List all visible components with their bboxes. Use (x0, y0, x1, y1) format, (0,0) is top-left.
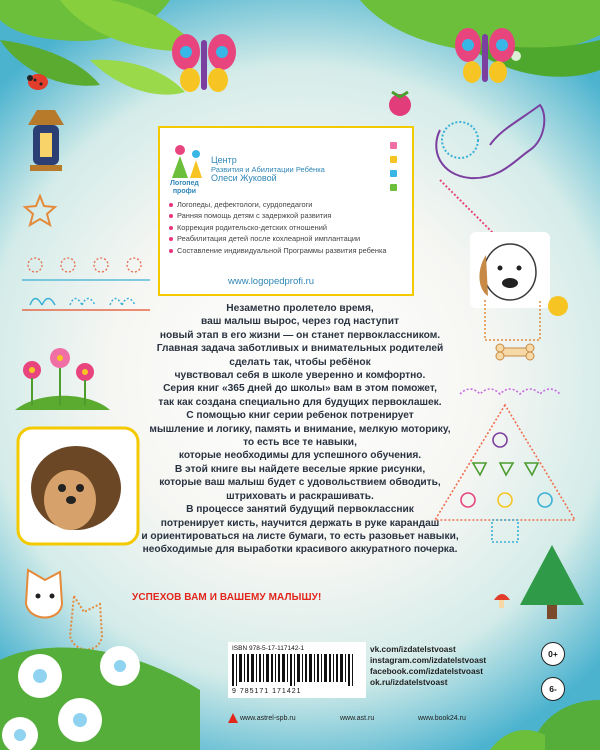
social-link-ok[interactable]: ok.ru/izdatelstvoast (370, 677, 448, 687)
intro-line: В этой книге вы найдете веселые яркие рисунки, (174, 463, 426, 475)
slogan: УСПЕХОВ ВАМ И ВАШЕМУ МАЛЫШУ! (132, 592, 322, 603)
intro-line: которые необходимы для успешного обучения. (178, 450, 422, 462)
intro-line: штриховать и раскрашивать. (226, 490, 374, 502)
logopedprofi-logo-icon (166, 140, 210, 180)
mushroom-illustration (494, 594, 510, 608)
heart-badge-icon (390, 156, 397, 163)
barcode-graphic (232, 654, 360, 686)
intro-line: ваш малыш вырос, через год наступит (201, 316, 399, 328)
heart-badge-icon (390, 184, 397, 191)
white-flowers-illustration (0, 646, 200, 750)
service-item: Составление индивидуальной Программы развития ребенка (168, 245, 413, 256)
footer-link-astrel[interactable]: www.astrel-spb.ru (240, 715, 296, 722)
center-info-card (158, 126, 414, 296)
social-links (370, 644, 486, 688)
service-item: Ранняя помощь детям с задержкой развития (168, 210, 413, 221)
footer-link-ast[interactable]: www.ast.ru (340, 715, 375, 722)
services-list (168, 199, 413, 256)
ladybug-illustration (27, 74, 48, 90)
top-right-leaves-illustration (360, 0, 600, 77)
logo-text: Логопед профи (170, 180, 199, 195)
intro-line: Незаметно пролетело время, (226, 303, 374, 314)
intro-line: потренирует кисть, научится держать в руке карандаш (160, 517, 440, 529)
intro-line: В процессе занятий будущий первоклассник (186, 504, 414, 516)
social-link-vk[interactable]: vk.com/izdatelstvoast (370, 644, 456, 654)
butterfly-illustration-right (455, 28, 515, 83)
footer-link-book24[interactable]: www.book24.ru (418, 715, 466, 722)
pink-flowers-illustration (15, 348, 110, 410)
heart-badge-icon (390, 142, 397, 149)
intro-line: так как создана специально для будущих первоклашек. (158, 396, 442, 408)
intro-line: которые ваш малыш будет с удовольствием обводить, (159, 477, 441, 489)
lantern-illustration (28, 110, 64, 171)
website-link[interactable]: www.logopedprofi.ru (228, 276, 315, 287)
barcode-number: 9 785171 171421 (232, 688, 302, 695)
service-item: Реабилитация детей после кохлеарной имплантации (168, 233, 413, 244)
social-link-instagram[interactable]: instagram.com/izdatelstvoast (370, 655, 487, 665)
kitten-tracing-illustration (26, 570, 102, 650)
age-rating-badge: 0+ (541, 642, 565, 666)
intro-line: новый этап в его жизни — он станет первоклассником. (159, 329, 441, 341)
bird-tracing-illustration (436, 105, 544, 240)
green-tree-illustration (520, 545, 584, 619)
isbn-label: ISBN 978-5-17-117142-1 (232, 645, 305, 652)
center-title: Центр Развития и Абилитации Ребёнка Олеси Жуковой (211, 155, 325, 183)
tracing-flowers-illustration (22, 258, 150, 280)
service-item: Коррекция родительско-детских отношений (168, 222, 413, 233)
age-limit-badge: 6- (541, 677, 565, 701)
intro-line: и ориентироваться на листе бумаги, то есть разовьет навыки, (141, 530, 459, 542)
intro-line: С помощью книг серии ребенок потренирует (186, 410, 414, 422)
raspberry-illustration (389, 92, 411, 116)
intro-text (100, 302, 500, 557)
star-outline-illustration (25, 196, 55, 225)
heart-badge-icon (390, 170, 397, 177)
butterfly-illustration-left (172, 34, 236, 92)
bottom-right-leaves-illustration (490, 700, 600, 750)
intro-line: необходимые для выработки красивого аккуратного почерка. (142, 544, 458, 556)
intro-line: то есть все те навыки, (243, 437, 357, 449)
service-item: Логопеды, дефектологи, сурдопедагоги (168, 199, 413, 210)
intro-line: Главная задача заботливых и внимательных родителей (156, 343, 444, 355)
intro-line: чувствовал себя в школе уверенно и комфортно. (174, 370, 426, 382)
intro-line: Серия книг «365 дней до школы» вам в этом поможет, (163, 383, 437, 395)
ast-logo-icon (228, 713, 238, 723)
social-link-facebook[interactable]: facebook.com/izdatelstvoast (370, 666, 483, 676)
bone-illustration (496, 344, 534, 360)
intro-line: мышление и логику, память и внимание, мелкую моторику, (149, 423, 451, 435)
intro-line: сделать так, чтобы ребёнок (229, 356, 371, 368)
